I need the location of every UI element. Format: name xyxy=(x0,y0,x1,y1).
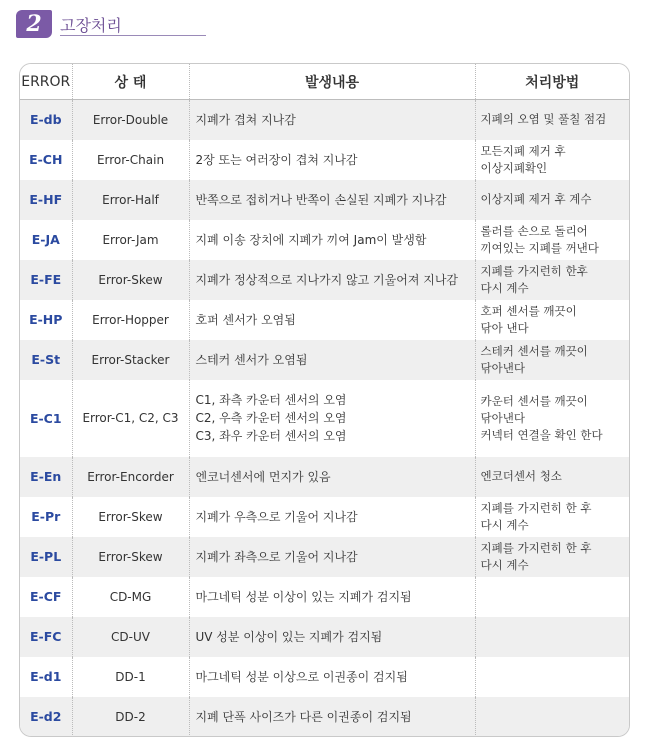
header-description: 발생내용 xyxy=(189,64,475,100)
description-line: 지폐가 겹쳐 지나감 xyxy=(195,112,296,127)
action-line: 지폐를 가지런히 한후 xyxy=(480,263,588,278)
error-status: Error-Double xyxy=(72,100,189,140)
table-row xyxy=(20,260,629,300)
action-line: 지폐의 오염 및 풀칠 점검 xyxy=(480,112,607,127)
action-line: 닦아 낸다 xyxy=(480,320,529,335)
description-line: 지폐가 정상적으로 지나가지 않고 기울어져 지나감 xyxy=(195,272,459,287)
action-line: 호퍼 센서를 깨끗이 xyxy=(480,303,577,318)
table-row xyxy=(20,140,629,180)
error-description xyxy=(189,260,475,300)
action-line: 엔코더센서 청소 xyxy=(480,469,562,483)
description-line: 지폐 단폭 사이즈가 다른 이권종이 검지됨 xyxy=(195,709,412,724)
error-code: E-FE xyxy=(20,260,72,300)
error-status: Error-Skew xyxy=(72,497,189,537)
error-description xyxy=(189,300,475,340)
error-description xyxy=(189,537,475,577)
error-description xyxy=(189,380,475,457)
section-number-badge: 2 xyxy=(16,10,52,38)
error-action xyxy=(475,697,629,737)
error-action xyxy=(475,537,629,577)
action-line: 다시 계수 xyxy=(480,557,529,572)
error-action xyxy=(475,180,629,220)
description-line: 마그네틱 성분 이상으로 이권종이 검지됨 xyxy=(195,669,408,684)
table-row xyxy=(20,300,629,340)
description-line: C3, 좌우 카운터 센서의 오염 xyxy=(195,429,347,443)
error-action xyxy=(475,657,629,697)
error-description xyxy=(189,457,475,497)
action-line: 닦아낸다 xyxy=(480,360,525,375)
error-code: E-C1 xyxy=(29,410,62,426)
description-line: C1, 좌측 카운터 센서의 오염 xyxy=(195,393,347,407)
error-description xyxy=(189,657,475,697)
error-code: E-CH xyxy=(29,152,63,167)
table-row xyxy=(20,697,629,737)
description-line: 지폐가 우측으로 기울어 지나감 xyxy=(195,509,358,524)
action-line: 카운터 센서를 깨끗이 xyxy=(480,393,588,408)
error-action xyxy=(475,220,629,260)
error-action xyxy=(475,577,629,617)
error-code: E-FC xyxy=(20,617,72,657)
error-action xyxy=(475,140,629,180)
error-description xyxy=(189,180,475,220)
header-error: ERROR xyxy=(20,64,72,100)
action-line: 끼여있는 지폐를 꺼낸다 xyxy=(480,240,599,255)
error-action xyxy=(475,260,629,300)
error-code: E-d2 xyxy=(20,697,72,737)
error-description xyxy=(189,220,475,260)
error-code: E-St xyxy=(20,340,72,380)
error-description xyxy=(189,140,475,180)
error-code: E-db xyxy=(20,100,72,140)
table-row xyxy=(20,537,629,577)
description-line: C2, 우측 카운터 센서의 오염 xyxy=(195,411,347,425)
error-description xyxy=(189,617,475,657)
action-line: 다시 계수 xyxy=(480,517,529,532)
error-table-frame xyxy=(19,63,630,737)
description-line: 지폐 이송 장치에 지폐가 끼여 Jam이 발생함 xyxy=(195,232,427,247)
error-action xyxy=(475,457,629,497)
error-code: E-Pr xyxy=(31,509,61,524)
table-row xyxy=(20,220,629,260)
action-line: 닦아낸다 xyxy=(480,410,525,425)
error-code: E-PL xyxy=(20,537,72,577)
error-description xyxy=(189,100,475,140)
error-code: E-En xyxy=(20,457,72,497)
error-description xyxy=(189,577,475,617)
error-status: Error-Hopper xyxy=(72,300,189,340)
table-row xyxy=(20,617,629,657)
table-row xyxy=(20,497,629,537)
table-header-row xyxy=(20,64,629,100)
section-title: 고장처리 xyxy=(60,16,122,35)
table-row xyxy=(20,380,629,457)
error-description xyxy=(189,697,475,737)
table-row xyxy=(20,180,629,220)
table-row xyxy=(20,340,629,380)
error-code: E-d1 xyxy=(30,669,62,684)
error-status: CD-UV xyxy=(72,617,189,657)
error-code: E-CF xyxy=(30,589,62,604)
error-status: Error-Chain xyxy=(72,140,189,180)
action-line: 지폐를 가지런히 한 후 xyxy=(480,500,592,515)
action-line: 모든지폐 제거 후 xyxy=(480,143,566,158)
error-status: Error-Half xyxy=(72,180,189,220)
action-line: 이상지폐 제거 후 계수 xyxy=(480,192,592,206)
error-action xyxy=(475,497,629,537)
description-line: 2장 또는 여러장이 겹쳐 지나감 xyxy=(195,152,358,167)
table-body xyxy=(20,100,629,737)
error-status: Error-Stacker xyxy=(72,340,189,380)
error-status: CD-MG xyxy=(72,577,189,617)
error-status: DD-2 xyxy=(72,697,189,737)
header-status: 상 태 xyxy=(72,64,189,100)
table-row xyxy=(20,577,629,617)
error-table xyxy=(20,64,629,737)
description-line: 호퍼 센서가 오염됨 xyxy=(195,312,296,327)
action-line: 스테커 센서를 깨끗이 xyxy=(480,343,588,358)
description-line: 지폐가 좌측으로 기울어 지나감 xyxy=(195,549,358,564)
description-line: 엔코너센서에 먼지가 있음 xyxy=(195,469,331,484)
error-status: Error-Encorder xyxy=(72,457,189,497)
description-line: UV 성분 이상이 있는 지폐가 검지됨 xyxy=(195,629,383,644)
description-line: 스테커 센서가 오염됨 xyxy=(195,352,308,367)
action-line: 롤러를 손으로 돌리어 xyxy=(480,223,588,238)
action-line: 지폐를 가지런히 한 후 xyxy=(480,540,592,555)
error-description xyxy=(189,497,475,537)
section-header xyxy=(16,10,206,38)
error-status: Error-Jam xyxy=(72,220,189,260)
error-description xyxy=(189,340,475,380)
table-row xyxy=(20,457,629,497)
error-code: E-HP xyxy=(29,312,63,327)
error-status: Error-Skew xyxy=(72,537,189,577)
error-action xyxy=(475,340,629,380)
title-underline xyxy=(60,35,206,36)
table-row xyxy=(20,657,629,697)
action-line: 이상지폐확인 xyxy=(480,160,548,175)
error-action xyxy=(475,380,629,457)
error-action xyxy=(475,300,629,340)
description-line: 반쪽으로 접히거나 반쪽이 손실된 지폐가 지나감 xyxy=(195,192,447,207)
error-code: E-JA xyxy=(31,232,60,247)
header-action: 처리방법 xyxy=(475,64,629,100)
action-line: 다시 계수 xyxy=(480,280,529,295)
error-status: Error-Skew xyxy=(72,260,189,300)
action-line: 커넥터 연결을 확인 한다 xyxy=(480,427,603,442)
description-line: 마그네틱 성분 이상이 있는 지폐가 검지됨 xyxy=(195,589,412,604)
error-status: DD-1 xyxy=(72,657,189,697)
error-code: E-HF xyxy=(20,180,72,220)
error-action xyxy=(475,100,629,140)
error-status: Error-C1, C2, C3 xyxy=(72,380,189,457)
error-action xyxy=(475,617,629,657)
table-row xyxy=(20,100,629,140)
